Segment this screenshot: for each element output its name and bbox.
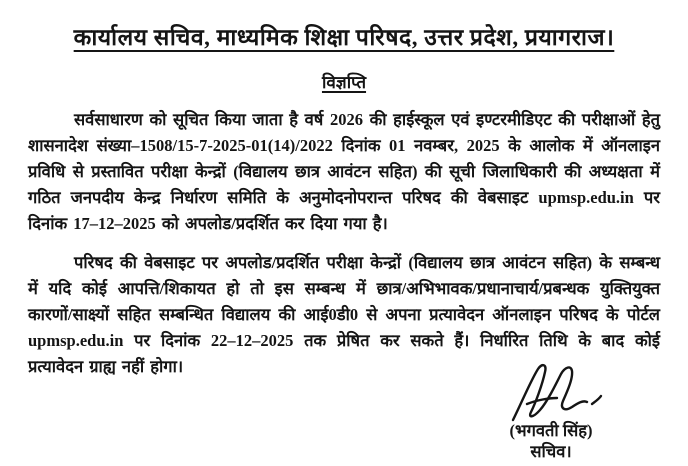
notice-heading: विज्ञप्ति: [321, 73, 367, 92]
signatory-designation: सचिव।: [530, 442, 572, 461]
office-title: कार्यालय सचिव, माध्यमिक शिक्षा परिषद, उत्तर प्रदेश, प्रयागराज।: [73, 25, 615, 50]
notice-paragraph-2: परिषद की वेबसाइट पर अपलोड/प्रदर्शित परीक्षा केन्द्रों (विद्यालय छात्र आवंटन सहित) के सम्बन्ध में यदि कोई आपत्ति/शिकायत हो तो इस सम्बन्ध में छात्र/अभिभावक/प्रधानाचार्य/प्रबन्धक युक्तियुक्त कारणों/साक्ष्यों सहित सम्बन्धित विद्यालय की आई0डी0 से अपना प्रत्यावेदन ऑनलाइन परिषद के पोर्टल upmsp.edu.in पर दिनांक 22–12–2025 तक प्रेषित कर सकते हैं। निर्धारित तिथि के बाद कोई प्रत्यावेदन ग्राह्य नहीं होगा।: [28, 253, 660, 376]
handwritten-signature-icon: [491, 360, 611, 426]
notice-paragraph-1: सर्वसाधारण को सूचित किया जाता है वर्ष 2026 की हाईस्कूल एवं इण्टरमीडिएट की परीक्षाओं हेतु शासनादेश संख्या–1508/15-7-2025-01(14)/2022 दिनांक 01 नवम्बर, 2025 के आलोक में ऑनलाइन प्रविधि से प्रस्तावित परीक्षा केन्द्रों (विद्यालय छात्र आवंटन सहित) की सूची जिलाधिकारी की अध्यक्षता में गठित जनपदीय केन्द्र निर्धारण समिति के अनुमोदनोपरान्त परिषद की वेबसाइट upmsp.edu.in पर दिनांक 17–12–2025 को अपलोड/प्रदर्शित कर दिया गया है।: [28, 110, 660, 233]
signatory-name: (भगवती सिंह): [509, 421, 593, 440]
signature-block: [466, 360, 636, 462]
